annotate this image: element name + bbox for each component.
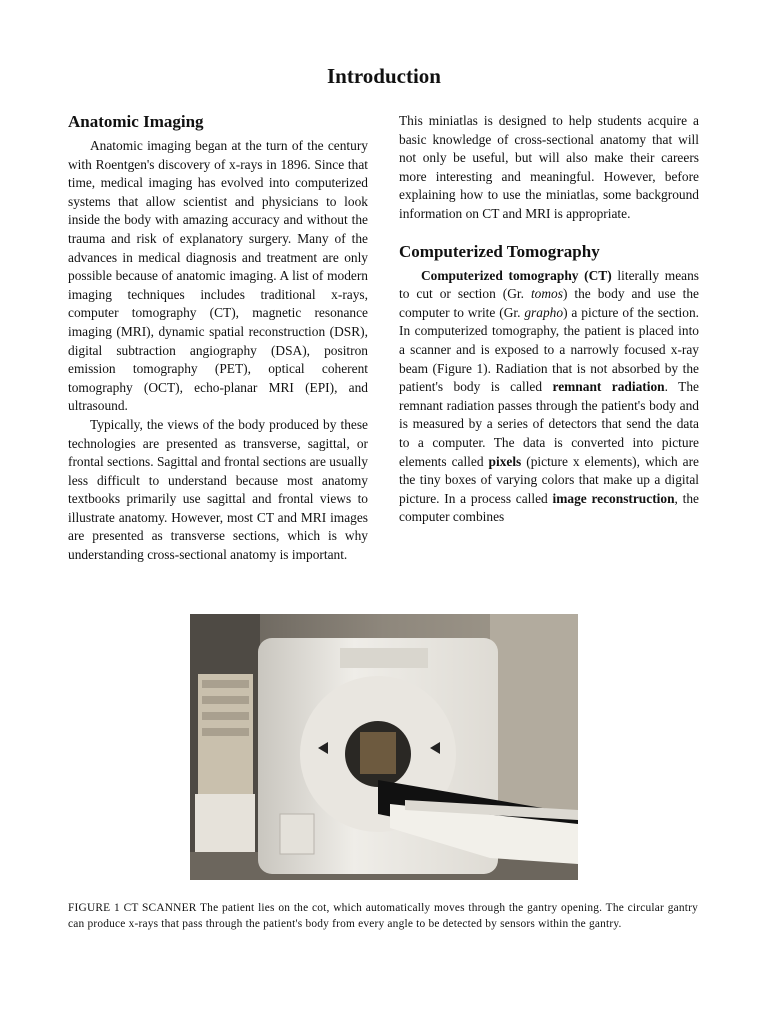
ct-text-2: ) the body and use the computer to write (Gr. — [399, 286, 699, 320]
ct-text-5: (picture x elements), which are the tiny boxes of varying colors that make up a digital picture. In a process called — [399, 453, 699, 506]
ct-text-3: ) a picture of the section. In computerized tomography, the patient is placed into a scanner and is exposed to a narrowly focused x-ray beam (Figure 1). Radiation that is not absorbed by the patient's body is called — [399, 304, 700, 395]
term-grapho: grapho — [524, 304, 564, 320]
right-column — [399, 112, 699, 527]
anatomic-imaging-paragraph-1: Anatomic imaging began at the turn of the century with Roentgen's discovery of x-rays in 1896. Since that time, medical imaging has evolved into computerized systems that allow scientist and physicians to look inside the body with amazing accuracy and without the trauma and risk of explanatory surgery. Many of the advances in medical diagnosis and treatment are only possible because of anatomic imaging. A list of modern imaging techniques includes traditional x-rays, computer tomography (CT), magnetic resonance imaging (MRI), dynamic spatial reconstruction (DSR), digital subtraction angiography (DSA), positron emission tomography (PET), optical coherent tomography (OCT), echo-planar MRI (EPI), and ultrasound. — [68, 138, 368, 414]
left-column — [68, 112, 368, 565]
anatomic-imaging-paragraph-2 — [68, 416, 368, 565]
anatomic-imaging-paragraph-2-continued — [399, 112, 699, 224]
ct-lead-term: Computerized tomography (CT) — [421, 267, 612, 283]
page-title: Introduction — [327, 64, 441, 88]
ct-text-4: . The remnant radiation passes through the patient's body and is measured by a series of detectors that send the data to a computer. The data is converted into picture elements called — [399, 379, 699, 469]
term-remnant-radiation: remnant radiation — [552, 379, 665, 395]
term-tomos: tomos — [530, 286, 563, 302]
anatomic-imaging-heading: Anatomic Imaging — [68, 112, 204, 131]
figure-caption-label: FIGURE 1 CT SCANNER — [68, 902, 197, 914]
term-image-reconstruction: image reconstruction — [552, 490, 675, 506]
figure-caption-text: The patient lies on the cot, which automatically moves through the gantry opening. The circular gantry can produce x-rays that pass through the patient's body from every angle to be detected by sensors within the gantry. — [68, 902, 698, 930]
figure-caption — [68, 900, 698, 932]
ct-scanner-photo — [190, 614, 578, 880]
ct-text-6: , the computer combines — [399, 490, 699, 525]
computerized-tomography-paragraph — [399, 267, 699, 527]
ct-text-1: literally means to cut or section (Gr. — [399, 267, 699, 302]
term-pixels: pixels — [488, 453, 522, 469]
paragraph-2-end: This miniatlas is designed to help students acquire a basic knowledge of cross-sectional anatomy that will not only be useful, but will also make their careers more interesting and meaningful. However, before explaining how to use the miniatlas, some background information on CT and MRI is appropriate. — [399, 113, 699, 221]
paragraph-2-start: Typically, the views of the body produced by these technologies are presented as transverse, sagittal, or frontal sections. Sagittal and frontal sections are usually less difficult to understand because most anatomy textbooks primarily use sagittal and frontal views to illustrate anatomy. However, most CT and MRI images are presented as transverse sections, which is why understanding cross-sectional anatomy is important. — [68, 416, 368, 563]
computerized-tomography-heading: Computerized Tomography — [399, 241, 600, 261]
